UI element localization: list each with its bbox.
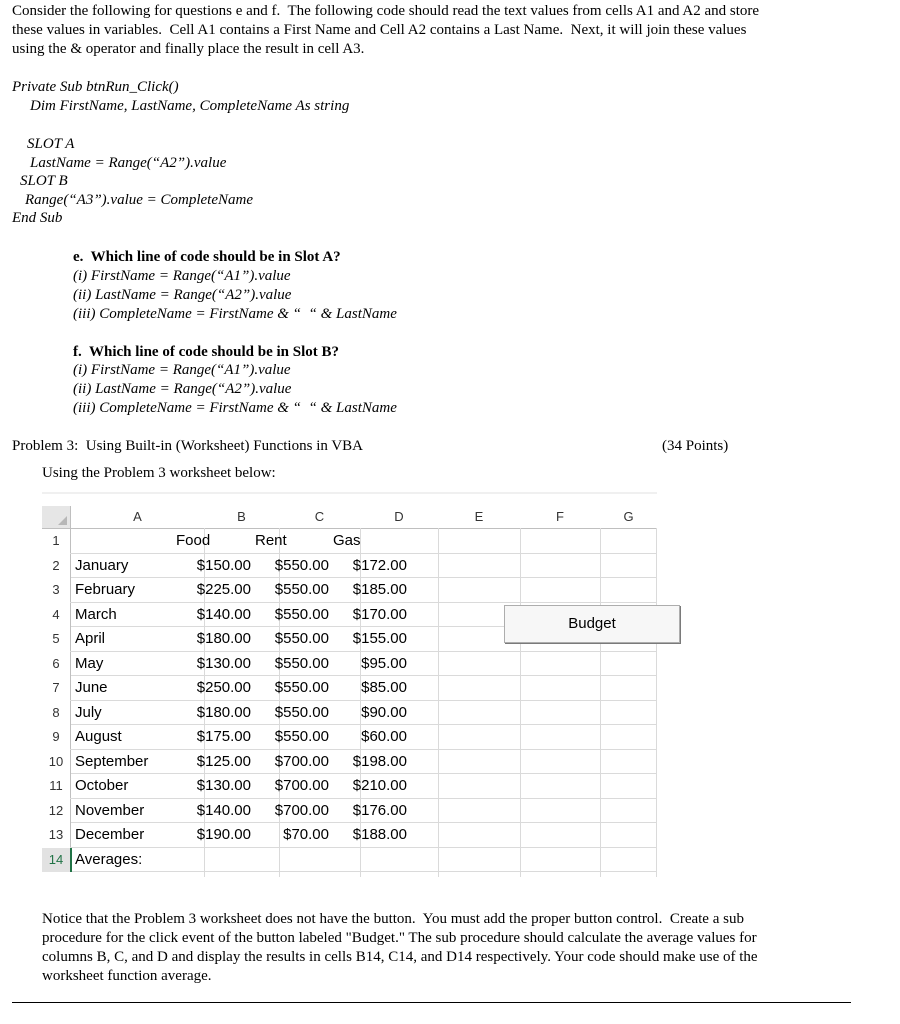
cell-b8[interactable]: $180.00 bbox=[196, 704, 251, 721]
code-line-2: Dim FirstName, LastName, CompleteName As string bbox=[30, 98, 350, 114]
cell-c13[interactable]: $70.00 bbox=[283, 826, 329, 843]
cell-c10[interactable]: $700.00 bbox=[274, 753, 329, 770]
cell-c6[interactable]: $550.00 bbox=[274, 655, 329, 672]
cell-c12[interactable]: $700.00 bbox=[274, 802, 329, 819]
row-header-2[interactable]: 2 bbox=[42, 554, 71, 578]
cell-d9[interactable]: $60.00 bbox=[361, 728, 407, 745]
cell-d11[interactable]: $210.00 bbox=[352, 777, 407, 794]
row-header-9[interactable]: 9 bbox=[42, 725, 71, 749]
intro-line-1: Consider the following for questions e and f. The following code should read the text values from cells A1 and A2 and store bbox=[12, 3, 760, 19]
grid-line bbox=[600, 528, 601, 877]
cell-b4[interactable]: $140.00 bbox=[196, 606, 251, 623]
cell-a3[interactable]: February bbox=[75, 581, 136, 598]
notice-line-3: columns B, C, and D and display the results in cells B14, C14, and D14 respectively. Your code should make use of the bbox=[42, 949, 758, 965]
cell-b7[interactable]: $250.00 bbox=[196, 679, 251, 696]
cell-a4[interactable]: March bbox=[75, 606, 117, 623]
cell-c5[interactable]: $550.00 bbox=[274, 630, 329, 647]
code-line-1: Private Sub btnRun_Click() bbox=[12, 79, 179, 95]
cell-d4[interactable]: $170.00 bbox=[352, 606, 407, 623]
cell-a12[interactable]: November bbox=[75, 802, 145, 819]
worksheet bbox=[42, 492, 657, 877]
column-header-b[interactable]: B bbox=[204, 506, 279, 529]
bottom-divider bbox=[12, 1002, 851, 1003]
code-line-6: Range(“A3”).value = CompleteName bbox=[25, 192, 253, 208]
row-header-4[interactable]: 4 bbox=[42, 603, 71, 627]
row-header-10[interactable]: 10 bbox=[42, 750, 71, 774]
cell-d12[interactable]: $176.00 bbox=[352, 802, 407, 819]
cell-b1[interactable]: Food bbox=[176, 532, 211, 549]
cell-c4[interactable]: $550.00 bbox=[274, 606, 329, 623]
code-line-3: SLOT A bbox=[27, 136, 75, 152]
row-header-12[interactable]: 12 bbox=[42, 799, 71, 823]
cell-a9[interactable]: August bbox=[75, 728, 122, 745]
cell-c7[interactable]: $550.00 bbox=[274, 679, 329, 696]
grid-line bbox=[520, 528, 521, 877]
problem-3-title: Problem 3: Using Built-in (Worksheet) Functions in VBA bbox=[12, 438, 364, 454]
row-header-14[interactable]: 14 bbox=[42, 848, 72, 872]
row-header-7[interactable]: 7 bbox=[42, 676, 71, 700]
cell-c2[interactable]: $550.00 bbox=[274, 557, 329, 574]
grid-line bbox=[656, 528, 657, 877]
row-header-5[interactable]: 5 bbox=[42, 627, 71, 651]
question-f-option-2: (ii) LastName = Range(“A2”).value bbox=[73, 381, 292, 397]
problem-3-points: (34 Points) bbox=[662, 438, 729, 454]
cell-d1[interactable]: Gas bbox=[333, 532, 361, 549]
notice-line-2: procedure for the click event of the button labeled "Budget." The sub procedure should calculate the average values for bbox=[42, 930, 757, 946]
grid-line bbox=[70, 847, 657, 848]
cell-a10[interactable]: September bbox=[75, 753, 149, 770]
cell-d3[interactable]: $185.00 bbox=[352, 581, 407, 598]
intro-line-2: these values in variables. Cell A1 contains a First Name and Cell A2 contains a Last Name. Next, it will join these values bbox=[12, 22, 747, 38]
cell-a5[interactable]: April bbox=[75, 630, 106, 647]
problem-3-subtitle: Using the Problem 3 worksheet below: bbox=[42, 465, 276, 481]
cell-d10[interactable]: $198.00 bbox=[352, 753, 407, 770]
intro-line-3: using the & operator and finally place the result in cell A3. bbox=[12, 41, 365, 57]
cell-d2[interactable]: $172.00 bbox=[352, 557, 407, 574]
question-e-title: e. Which line of code should be in Slot A? bbox=[73, 249, 341, 265]
question-f-option-3: (iii) CompleteName = FirstName & “ “ & LastName bbox=[73, 400, 397, 416]
grid-line bbox=[70, 871, 657, 872]
question-f-option-1: (i) FirstName = Range(“A1”).value bbox=[73, 362, 291, 378]
notice-line-4: worksheet function average. bbox=[42, 968, 212, 984]
row-header-3[interactable]: 3 bbox=[42, 578, 71, 602]
cell-a13[interactable]: December bbox=[75, 826, 145, 843]
row-header-11[interactable]: 11 bbox=[42, 774, 71, 798]
cell-b13[interactable]: $190.00 bbox=[196, 826, 251, 843]
cell-a14[interactable]: Averages: bbox=[75, 851, 143, 868]
cell-b11[interactable]: $130.00 bbox=[196, 777, 251, 794]
column-header-d[interactable]: D bbox=[360, 506, 438, 529]
cell-a2[interactable]: January bbox=[75, 557, 129, 574]
cell-d8[interactable]: $90.00 bbox=[361, 704, 407, 721]
row-header-13[interactable]: 13 bbox=[42, 823, 71, 847]
cell-b12[interactable]: $140.00 bbox=[196, 802, 251, 819]
cell-b5[interactable]: $180.00 bbox=[196, 630, 251, 647]
cell-d6[interactable]: $95.00 bbox=[361, 655, 407, 672]
code-line-7: End Sub bbox=[12, 210, 63, 226]
row-header-1[interactable]: 1 bbox=[42, 529, 71, 553]
cell-a6[interactable]: May bbox=[75, 655, 104, 672]
row-header-6[interactable]: 6 bbox=[42, 652, 71, 676]
cell-d7[interactable]: $85.00 bbox=[361, 679, 407, 696]
question-e-option-1: (i) FirstName = Range(“A1”).value bbox=[73, 268, 291, 284]
question-e-option-3: (iii) CompleteName = FirstName & “ “ & LastName bbox=[73, 306, 397, 322]
cell-a7[interactable]: June bbox=[75, 679, 108, 696]
cell-c8[interactable]: $550.00 bbox=[274, 704, 329, 721]
question-e-option-2: (ii) LastName = Range(“A2”).value bbox=[73, 287, 292, 303]
cell-c11[interactable]: $700.00 bbox=[274, 777, 329, 794]
column-header-a[interactable]: A bbox=[71, 506, 204, 529]
grid-line bbox=[438, 528, 439, 877]
column-header-f[interactable]: F bbox=[520, 506, 600, 529]
cell-b10[interactable]: $125.00 bbox=[196, 753, 251, 770]
cell-c3[interactable]: $550.00 bbox=[274, 581, 329, 598]
cell-b9[interactable]: $175.00 bbox=[196, 728, 251, 745]
cell-c9[interactable]: $550.00 bbox=[274, 728, 329, 745]
budget-button[interactable]: Budget bbox=[504, 605, 680, 643]
sheet-top-edge bbox=[42, 492, 657, 494]
cell-d13[interactable]: $188.00 bbox=[352, 826, 407, 843]
column-header-e[interactable]: E bbox=[438, 506, 520, 529]
cell-a11[interactable]: October bbox=[75, 777, 129, 794]
cell-c1[interactable]: Rent bbox=[255, 532, 287, 549]
row-header-8[interactable]: 8 bbox=[42, 701, 71, 725]
column-header-g[interactable]: G bbox=[600, 506, 657, 529]
code-line-4: LastName = Range(“A2”).value bbox=[30, 155, 227, 171]
notice-line-1: Notice that the Problem 3 worksheet does not have the button. You must add the proper button control. Create a sub bbox=[42, 911, 744, 927]
cell-d5[interactable]: $155.00 bbox=[352, 630, 407, 647]
column-header-c[interactable]: C bbox=[279, 506, 360, 529]
question-f-title: f. Which line of code should be in Slot B? bbox=[73, 344, 340, 360]
cell-b6[interactable]: $130.00 bbox=[196, 655, 251, 672]
code-line-5: SLOT B bbox=[20, 173, 68, 189]
select-all-corner[interactable] bbox=[42, 506, 71, 529]
cell-a8[interactable]: July bbox=[75, 704, 102, 721]
cell-b2[interactable]: $150.00 bbox=[196, 557, 251, 574]
cell-b3[interactable]: $225.00 bbox=[196, 581, 251, 598]
